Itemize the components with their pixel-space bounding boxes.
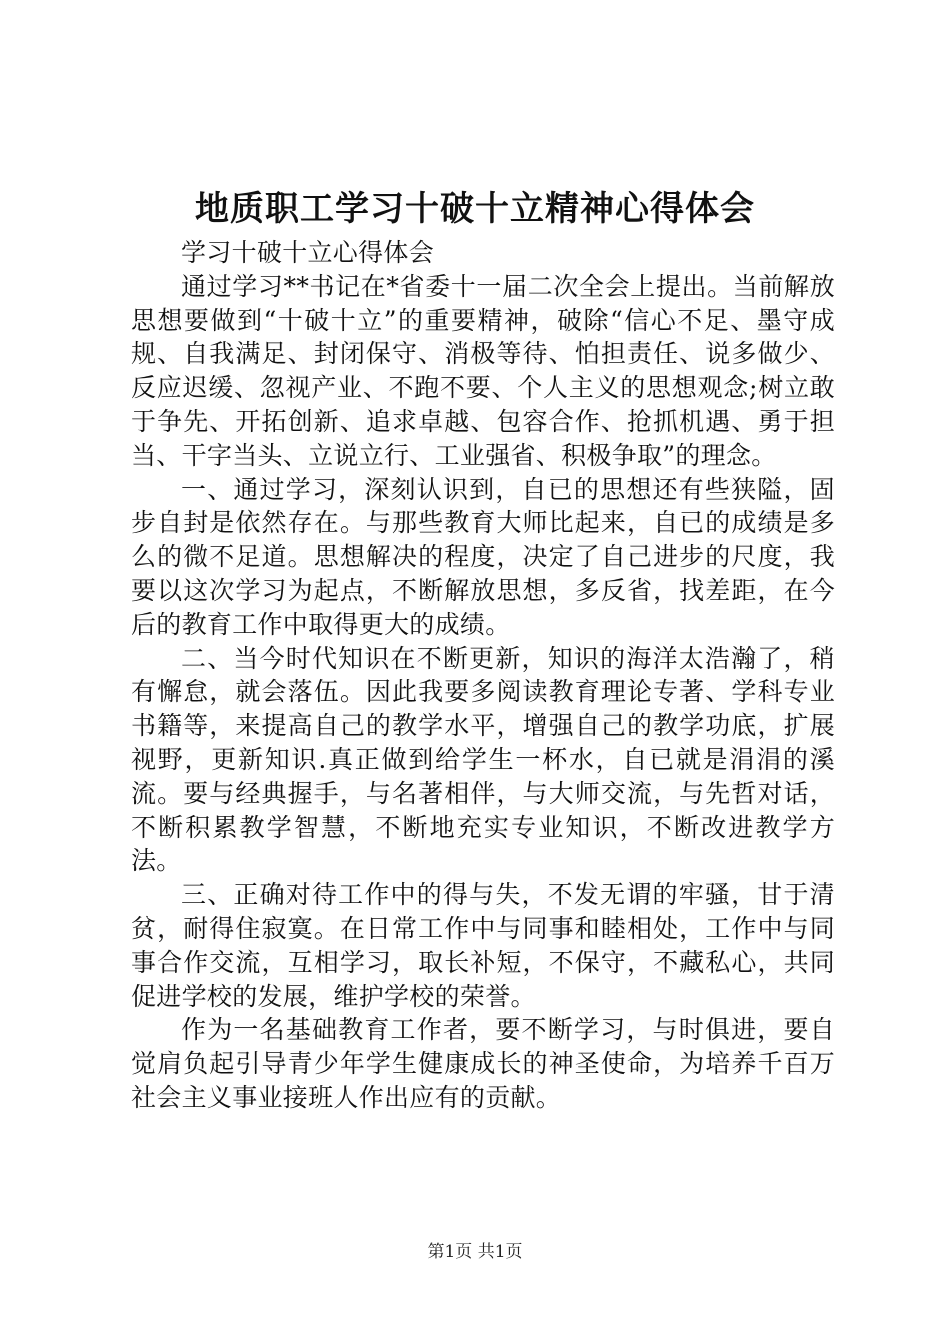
document-body [131,236,835,1115]
paragraph-subtitle: 学习十破十立心得体会 [181,238,435,267]
paragraph-point-one: 一、通过学习，深刻认识到，自已的思想还有些狭隘，固步自封是依然存在。与那些教育大师比起来，自已的成绩是多么的微不足道。思想解决的程度，决定了自己进步的尺度，我要以这次学习为起点，不断解放思想，多反省，找差距，在今后的教育工作中取得更大的成绩。 [131,474,835,639]
document-title: 地质职工学习十破十立精神心得体会 [195,189,755,229]
paragraph-point-two: 二、当今时代知识在不断更新，知识的海洋太浩瀚了，稍有懈怠，就会落伍。因此我要多阅读教育理论专著、学科专业书籍等，来提高自己的教学水平，增强自己的教学功底，扩展视野，更新知识.真正做到给学生一杯水，自已就是涓涓的溪流。要与经典握手，与名著相伴，与大师交流，与先哲对话，不断积累教学智慧，不断地充实专业知识，不断改进教学方法。 [131,643,835,876]
paragraph-point-three: 三、正确对待工作中的得与失，不发无谓的牢骚，甘于清贫，耐得住寂寞。在日常工作中与同事和睦相处，工作中与同事合作交流，互相学习，取长补短，不保守，不藏私心，共同促进学校的发展，维护学校的荣誉。 [131,880,835,1011]
paragraph-intro: 通过学习**书记在*省委十一届二次全会上提出。当前解放思想要做到“十破十立”的重要精神，破除“信心不足、墨守成规、自我满足、封闭保守、消极等待、怕担责任、说多做少、反应迟缓、忽视产业、不跑不要、个人主义的思想观念;树立敢于争先、开拓创新、追求卓越、包容合作、抢抓机遇、勇于担当、干字当头、立说立行、工业强省、积极争取”的理念。 [131,271,835,470]
page-footer: 第1页 共1页 [427,1242,523,1262]
paragraph-conclusion: 作为一名基础教育工作者，要不断学习，与时俱进，要自觉肩负起引导青少年学生健康成长的神圣使命，为培养千百万社会主义事业接班人作出应有的贡献。 [131,1015,835,1112]
